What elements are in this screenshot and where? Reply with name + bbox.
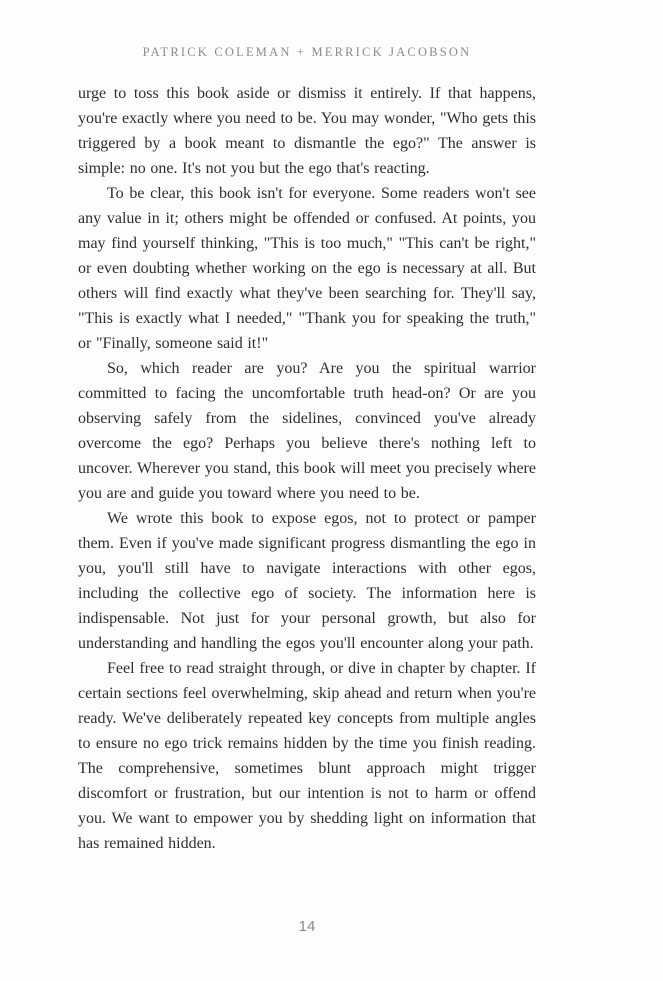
body-paragraph: Feel free to read straight through, or dive in chapter by chapter. If certain sections feel overwhelming, skip ahead and return when you're ready. We've deliberately repeated key concepts from multiple angles to ensure no ego trick remains hidden by the time you finish reading. The comprehensive, sometimes blunt approach might trigger discomfort or frustration, but our intention is not to harm or offend you. We want to empower you by shedding light on information that has remained hidden. bbox=[78, 660, 536, 852]
body-paragraph: urge to toss this book aside or dismiss it entirely. If that happens, you're exactly where you need to be. You may wonder, "Who gets this triggered by a book meant to dismantle the ego?" The answer is simple: no one. It's not you but the ego that's reacting. bbox=[78, 85, 536, 177]
page-content bbox=[78, 81, 536, 886]
body-paragraph: To be clear, this book isn't for everyone. Some readers won't see any value in it; others might be offended or confused. At points, you may find yourself thinking, "This is too much," "This can't be right," or even doubting whether working on the ego is necessary at all. But others will find exactly what they've been searching for. They'll say, "This is exactly what I needed," "Thank you for speaking the truth," or "Finally, someone said it!" bbox=[78, 185, 536, 352]
page-number: 14 bbox=[298, 918, 316, 935]
running-header: PATRICK COLEMAN + MERRICK JACOBSON bbox=[142, 45, 472, 59]
body-paragraph: We wrote this book to expose egos, not to protect or pamper them. Even if you've made significant progress dismantling the ego in you, you'll still have to navigate interactions with other egos, including the collective ego of society. The information here is indispensable. Not just for your personal growth, but also for understanding and handling the egos you'll encounter along your path. bbox=[78, 510, 536, 652]
body-paragraph: So, which reader are you? Are you the spiritual warrior committed to facing the uncomfortable truth head-on? Or are you observing safely from the sidelines, convinced you've already overcome the ego? Perhaps you believe there's nothing left to uncover. Wherever you stand, this book will meet you precisely where you are and guide you toward where you need to be. bbox=[78, 360, 536, 502]
